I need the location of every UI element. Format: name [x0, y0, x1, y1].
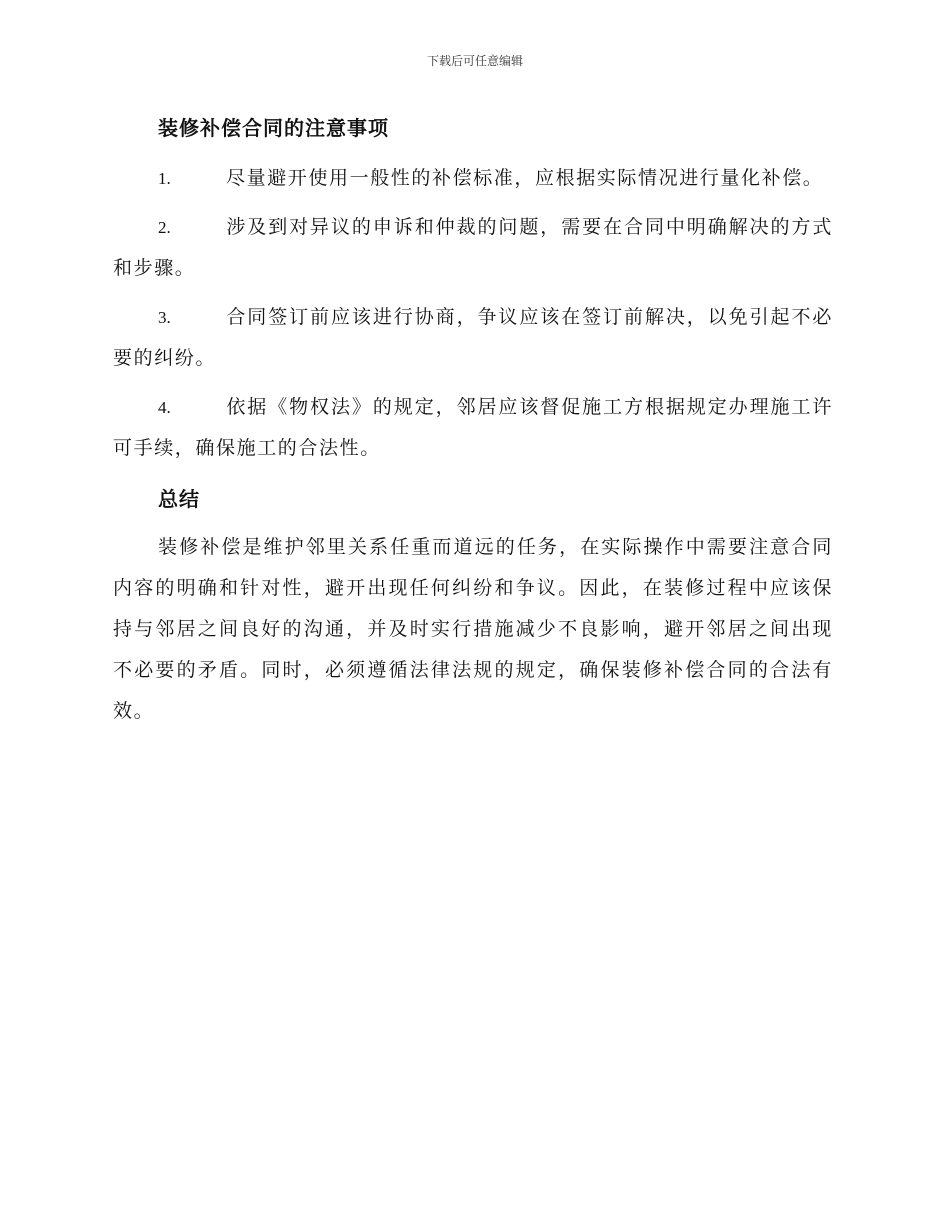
- list-item-text: 涉及到对异议的申诉和仲裁的问题，需要在合同中明确解决的方式和步骤。: [113, 216, 833, 279]
- list-item: [113, 297, 833, 379]
- list-item: [113, 207, 833, 289]
- list-item-number: 3.: [158, 308, 171, 327]
- list-item-number: 1.: [158, 169, 171, 188]
- page-header: 下载后可任意编辑: [426, 54, 523, 68]
- summary-paragraph: 装修补偿是维护邻里关系任重而道远的任务，在实际操作中需要注意合同内容的明确和针对性，避开出现任何纠纷和争议。因此，在装修过程中应该保持与邻居之间良好的沟通，并及时实行措施减少不良影响，避开邻居之间出现不必要的矛盾。同时，必须遵循法律法规的规定，确保装修补偿合同的合法有效。: [113, 536, 833, 722]
- list-item-text: 依据《物权法》的规定，邻居应该督促施工方根据规定办理施工许可手续，确保施工的合法性。: [113, 396, 833, 459]
- list-item-text: 尽量避开使用一般性的补偿标准，应根据实际情况进行量化补偿。: [226, 167, 824, 189]
- list-item: [113, 387, 833, 469]
- list-item: [113, 158, 833, 199]
- list-item-number: 4.: [158, 398, 171, 417]
- list-item-number: 2.: [158, 218, 171, 237]
- list-item-text: 合同签订前应该进行协商，争议应该在签订前解决，以免引起不必要的纠纷。: [113, 306, 833, 369]
- document-body: [113, 108, 833, 732]
- summary-title: 总结: [158, 487, 200, 511]
- section-title: 装修补偿合同的注意事项: [158, 116, 389, 140]
